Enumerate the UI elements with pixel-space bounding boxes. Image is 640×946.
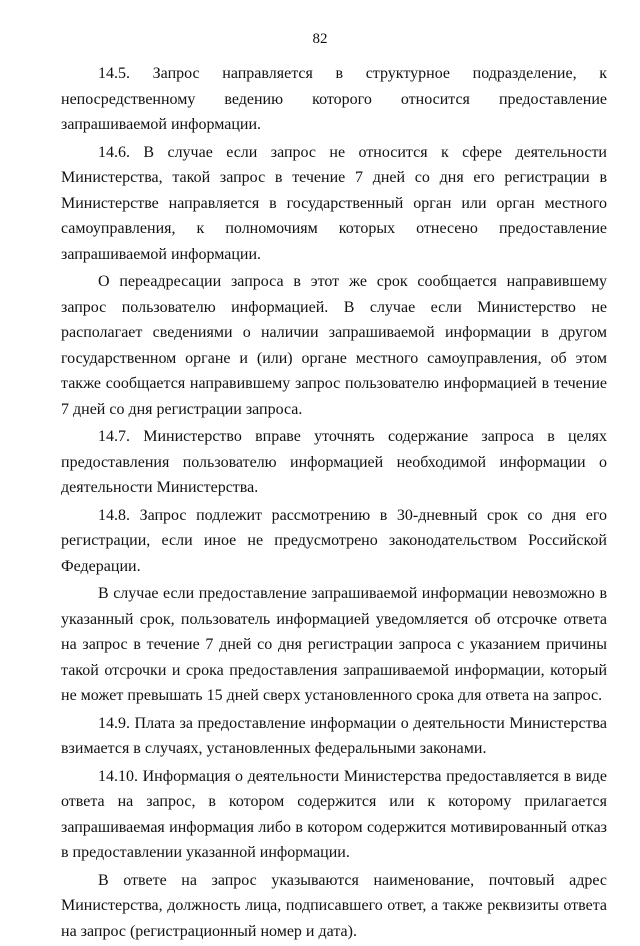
paragraph-14-5: 14.5. Запрос направляется в структурное подразделение, к непосредственному ведению которого относится предоставление запрашиваемой информации. [61,65,607,133]
paragraph-14-10: 14.10. Информация о деятельности Министерства предоставляется в виде ответа на запрос, в котором содержится или к которому прилагается запрашиваемая информация либо в котором содержится мотивированный отказ в предоставлении указанной информации. [61,767,607,861]
paragraph-14-9: 14.9. Плата за предоставление информации о деятельности Министерства взимается в случаях, установленных федеральными законами. [61,714,607,757]
paragraph-deferral-notice: В случае если предоставление запрашиваемой информации невозможно в указанный срок, пользователь информацией уведомляется об отсрочке ответа на запрос в течение 7 дней со дня регистрации запроса с указанием причины такой отсрочки и срока предоставления запрашиваемой информации, который не может превышать 15 дней сверх установленного срока для ответа на запрос. [61,585,607,704]
paragraph-response-details: В ответе на запрос указываются наименование, почтовый адрес Министерства, должность лица, подписавшего ответ, а также реквизиты ответа на запрос (регистрационный номер и дата). [61,871,607,940]
paragraph-14-6: 14.6. В случае если запрос не относится к сфере деятельности Министерства, такой запрос в течение 7 дней со дня его регистрации в Министерстве направляется в государственный орган или орган местного самоуправления, к полномочиям которых отнесено предоставление запрашиваемой информации. [61,143,607,263]
paragraph-redirect-notice: О переадресации запроса в этот же срок сообщается направившему запрос пользователю информацией. В случае если Министерство не располагает сведениями о наличии запрашиваемой информации в другом государственном органе и (или) органе местного самоуправления, об этом также сообщается направившему запрос пользователю информацией в течение 7 дней со дня регистрации запроса. [61,273,607,418]
paragraph-14-8: 14.8. Запрос подлежит рассмотрению в 30-дневный срок со дня его регистрации, если иное не предусмотрено законодательством Российской Федерации. [61,506,607,575]
document-body [61,61,607,946]
page-number: 82 [312,31,328,47]
paragraph-14-7: 14.7. Министерство вправе уточнять содержание запроса в целях предоставления пользователю информацией необходимой информации о деятельности Министерства. [61,428,607,496]
